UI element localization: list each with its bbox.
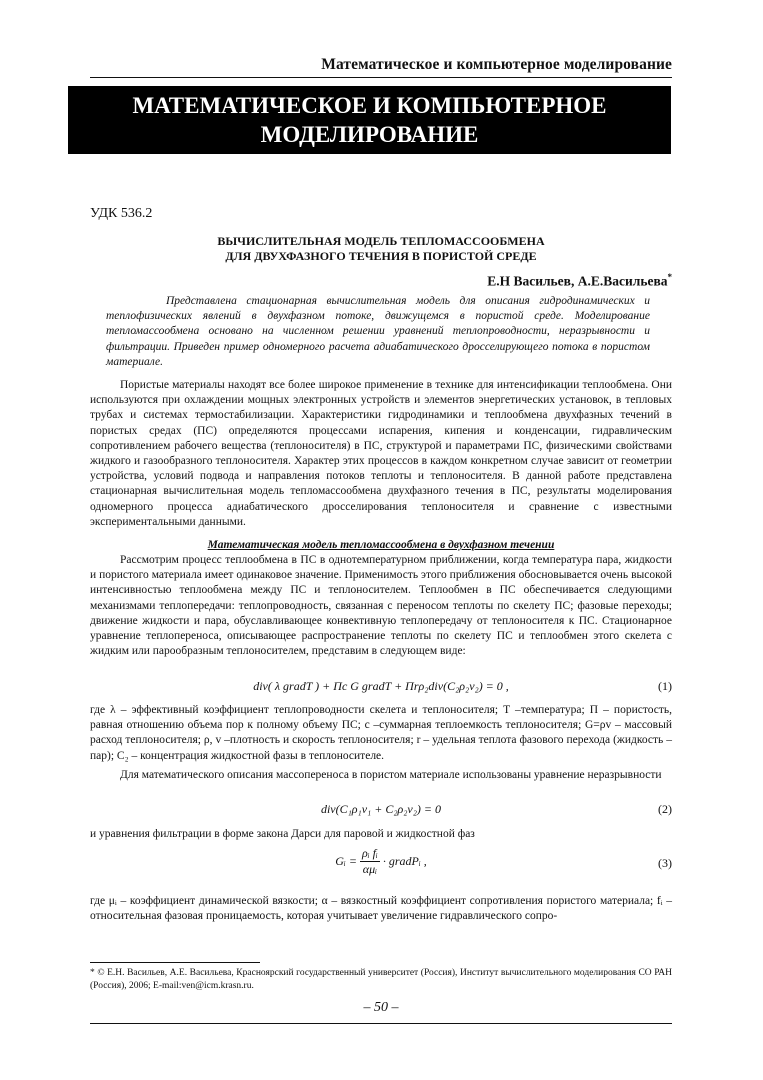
- page-number: – 50 –: [363, 1000, 399, 1015]
- author-footnote-mark: *: [667, 272, 672, 282]
- equation-3-numerator: ρᵢ fᵢ: [361, 846, 378, 860]
- equation-1-definitions: где λ – эффективный коэффициент теплопроводности скелета и теплоносителя; T –температура; П – пористость, равная отношению объема пор к полному объему ПС; c –суммарная теплоемкость теплоносителя; G=ρv – массовый расход теплоносителя; ρ, v –плотность и скорость теплоносителя; r – удельная теплота фазового перехода (жидкость – пар); C₂ – концентрация жидкостной фазы в теплоносителе.: [90, 704, 672, 762]
- equation-1-number: (1): [658, 679, 672, 693]
- author-names: Е.Н Васильев, А.Е.Васильева: [487, 273, 668, 289]
- footnote-rule: [90, 962, 260, 963]
- article-title: [90, 234, 672, 264]
- equation-3-number: (3): [658, 856, 672, 870]
- equation-2-number: (2): [658, 802, 672, 816]
- equation-3-formula: [90, 846, 672, 877]
- section-banner: [68, 86, 671, 154]
- equation-1-formula: div( λ gradT ) + Пс G gradT + Пrρ₂div(C₂ρ₂v₂) = 0 ,: [253, 679, 509, 693]
- equation-3-rhs: · gradPᵢ ,: [382, 854, 427, 868]
- darcy-paragraph: и уравнения фильтрации в форме закона Дарси для паровой и жидкостной фаз: [90, 828, 475, 840]
- section-heading: Математическая модель тепломассообмена в двухфазном течении: [207, 539, 555, 551]
- page-number-rule: [90, 1023, 672, 1024]
- banner-line-2: МОДЕЛИРОВАНИЕ: [260, 122, 479, 147]
- udk-code: УДК 536.2: [90, 206, 153, 221]
- header-rule: [90, 77, 672, 78]
- section-paragraph: Рассмотрим процесс теплообмена в ПС в однотемпературном приближении, когда температура пара, жидкости и пористого материала имеет одинаковое значение. Применимость этого приближения обосновывается очень высокой интенсивностью теплообмена между ПС и теплоносителем. Теплообмен в ПС обеспечивается следующими механизмами теплопередачи: теплопроводность, связанная с переносом теплоты по скелету ПС; фазовые переходы; движение жидкости и пара, обуславливающее конвективную теплопередачу от теплоносителя к ПС. Стационарное уравнение теплопереноса, описывающее распространение теплоты по скелету ПС и теплообмен этого скелета с жидким или парообразным теплоносителем, представим в следующем виде:: [90, 554, 672, 658]
- mass-transfer-paragraph: Для математического описания массопереноса в пористом материале использованы уравнение неразрывности: [120, 769, 662, 781]
- title-line-1: ВЫЧИСЛИТЕЛЬНАЯ МОДЕЛЬ ТЕПЛОМАССООБМЕНА: [217, 234, 545, 248]
- running-header: Математическое и компьютерное моделирование: [321, 56, 672, 73]
- equation-3-denominator: αμᵢ: [362, 862, 377, 876]
- equation-3-lhs: Gᵢ =: [335, 854, 357, 868]
- equation-3-fraction: [360, 846, 380, 877]
- banner-line-1: МАТЕМАТИЧЕСКОЕ И КОМПЬЮТЕРНОЕ: [132, 93, 607, 118]
- title-line-2: ДЛЯ ДВУХФАЗНОГО ТЕЧЕНИЯ В ПОРИСТОЙ СРЕДЕ: [225, 249, 537, 263]
- equation-3: [90, 846, 672, 886]
- equation-3-definitions: где μᵢ – коэффициент динамической вязкости; α – вязкостный коэффициент сопротивления пористого материала; fᵢ – относительная фазовая проницаемость, которая учитывает увеличение гидравлического сопро-: [90, 895, 672, 923]
- equation-2: [90, 802, 672, 820]
- equation-1: [90, 679, 672, 697]
- footnote: * © Е.Н. Васильев, А.Е. Васильева, Красноярский государственный университет (Россия), Институт вычислительного моделирования СО РАН (Россия), 2006; E-mail:ven@icm.krasn.ru.: [90, 968, 672, 991]
- authors: [90, 272, 672, 290]
- intro-paragraph: Пористые материалы находят все более широкое применение в технике для интенсификации теплообмена. Они используются при охлаждении мощных электронных устройств и элементов энергетических установок, в тепловых трубах и системах термостабилизации. Характеристики гидродинамики и теплообмена двухфазных течений в пористых средах (ПС) определяются процессами испарения, кипения и конденсации, гидравлическим сопротивлением рабочего вещества (теплоносителя) в ПС, структурой и параметрами ПС, физическими свойствами жидкого и газообразного теплоносителя. Характер этих процессов в каждом конкретном случае зависит от геометрии устройства, условий подвода и направления потоков теплоты и теплоносителя. В данной работе представлена стационарная вычислительная модель тепломассообмена двухфазного течения в ПС, результаты моделирования одномерного процесса адиабатического дросселирования теплоносителя и сравнение с известными экспериментальными данными.: [90, 379, 672, 528]
- abstract: Представлена стационарная вычислительная модель для описания гидродинамических и теплофизических явлений в двухфазном потоке, движущемся в пористой среде. Моделирование тепломассообмена основано на численном решении уравнений теплопроводности, неразрывности и фильтрации. Приведен пример одномерного расчета адиабатического дросселирующего потока в пористом материале.: [106, 295, 650, 368]
- equation-2-formula: div(C₁ρ₁v₁ + C₂ρ₂v₂) = 0: [320, 802, 442, 816]
